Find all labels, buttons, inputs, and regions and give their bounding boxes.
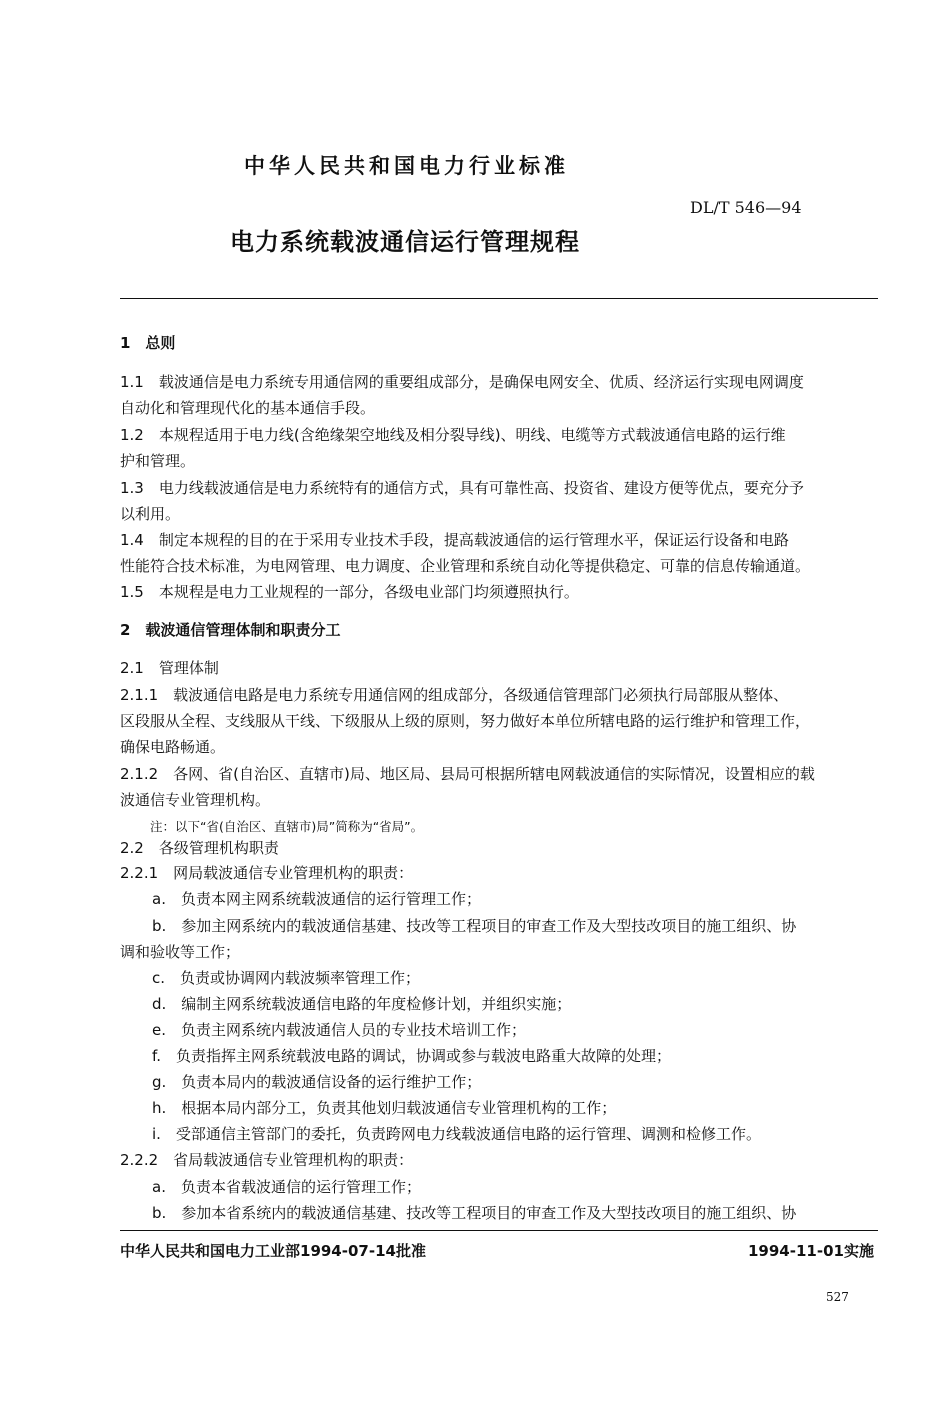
- text-line: 1.4 制定本规程的目的在于采用专业技术手段，提高载波通信的运行管理水平，保证运行设备和电路: [120, 531, 789, 549]
- note-line: 注：以下“省(自治区、直辖市)局”简称为“省局”。: [150, 819, 424, 834]
- text-line: 2.2.1 网局载波通信专业管理机构的职责：: [120, 864, 414, 882]
- approval-statement: 中华人民共和国电力工业部1994-07-14批准: [120, 1242, 426, 1260]
- standard-code: DL/T 546—94: [690, 198, 802, 217]
- text-line: 2.2.2 省局载波通信专业管理机构的职责：: [120, 1151, 414, 1169]
- text-line: 自动化和管理现代化的基本通信手段。: [120, 399, 376, 417]
- list-item: a. 负责本网主网系统载波通信的运行管理工作；: [152, 890, 481, 908]
- standard-title: 中华人民共和国电力行业标准: [244, 154, 569, 178]
- text-line: 2.1.2 各网、省(自治区、直辖市)局、地区局、县局可根据所辖电网载波通信的实际情况，设置相应的载: [120, 765, 815, 783]
- list-item: g. 负责本局内的载波通信设备的运行维护工作；: [152, 1073, 482, 1091]
- text-line: 2.1.1 载波通信电路是电力系统专用通信网的组成部分，各级通信管理部门必须执行局部服从整体、: [120, 686, 789, 704]
- list-item: i. 受部通信主管部门的委托，负责跨网电力线载波通信电路的运行管理、调测和检修工作。: [152, 1125, 761, 1143]
- header-rule: [120, 298, 878, 299]
- list-item: h. 根据本局内部分工，负责其他划归载波通信专业管理机构的工作；: [152, 1099, 617, 1117]
- text-line: 确保电路畅通。: [120, 738, 226, 756]
- text-line: 性能符合技术标准，为电网管理、电力调度、企业管理和系统自动化等提供稳定、可靠的信息传输通道。: [120, 557, 811, 575]
- page-number: 527: [826, 1290, 849, 1304]
- section-heading: 2 载波通信管理体制和职责分工: [120, 621, 341, 639]
- list-item: c. 负责或协调网内载波频率管理工作；: [152, 969, 421, 987]
- text-line: 以利用。: [120, 505, 181, 523]
- text-line: 区段服从全程、支线服从干线、下级服从上级的原则，努力做好本单位所辖电路的运行维护和管理工作，: [120, 712, 811, 730]
- text-line: 1.1 载波通信是电力系统专用通信网的重要组成部分，是确保电网安全、优质、经济运行实现电网调度: [120, 373, 804, 391]
- text-line: 2.1 管理体制: [120, 659, 219, 677]
- list-item: a. 负责本省载波通信的运行管理工作；: [152, 1178, 421, 1196]
- text-line: 波通信专业管理机构。: [120, 791, 271, 809]
- text-line: 护和管理。: [120, 452, 196, 470]
- list-item: f. 负责指挥主网系统载波电路的调试，协调或参与载波电路重大故障的处理；: [152, 1047, 671, 1065]
- text-line: 调和验收等工作；: [120, 943, 241, 961]
- text-line: 2.2 各级管理机构职责: [120, 839, 279, 857]
- list-item: d. 编制主网系统载波通信电路的年度检修计划，并组织实施；: [152, 995, 572, 1013]
- document-title: 电力系统载波通信运行管理规程: [230, 228, 580, 256]
- effective-date: 1994-11-01实施: [748, 1242, 874, 1260]
- section-heading: 1 总则: [120, 334, 176, 352]
- text-line: 1.3 电力线载波通信是电力系统特有的通信方式，具有可靠性高、投资省、建设方便等优点，要充分予: [120, 479, 804, 497]
- text-line: 1.2 本规程适用于电力线(含绝缘架空地线及相分裂导线)、明线、电缆等方式载波通信电路的运行维: [120, 426, 786, 444]
- list-item: b. 参加主网系统内的载波通信基建、技改等工程项目的审查工作及大型技改项目的施工组织、协: [152, 917, 797, 935]
- list-item: e. 负责主网系统内载波通信人员的专业技术培训工作；: [152, 1021, 526, 1039]
- text-line: 1.5 本规程是电力工业规程的一部分，各级电业部门均须遵照执行。: [120, 583, 579, 601]
- list-item: b. 参加本省系统内的载波通信基建、技改等工程项目的审查工作及大型技改项目的施工组织、协: [152, 1204, 797, 1222]
- footer-rule: [120, 1230, 878, 1231]
